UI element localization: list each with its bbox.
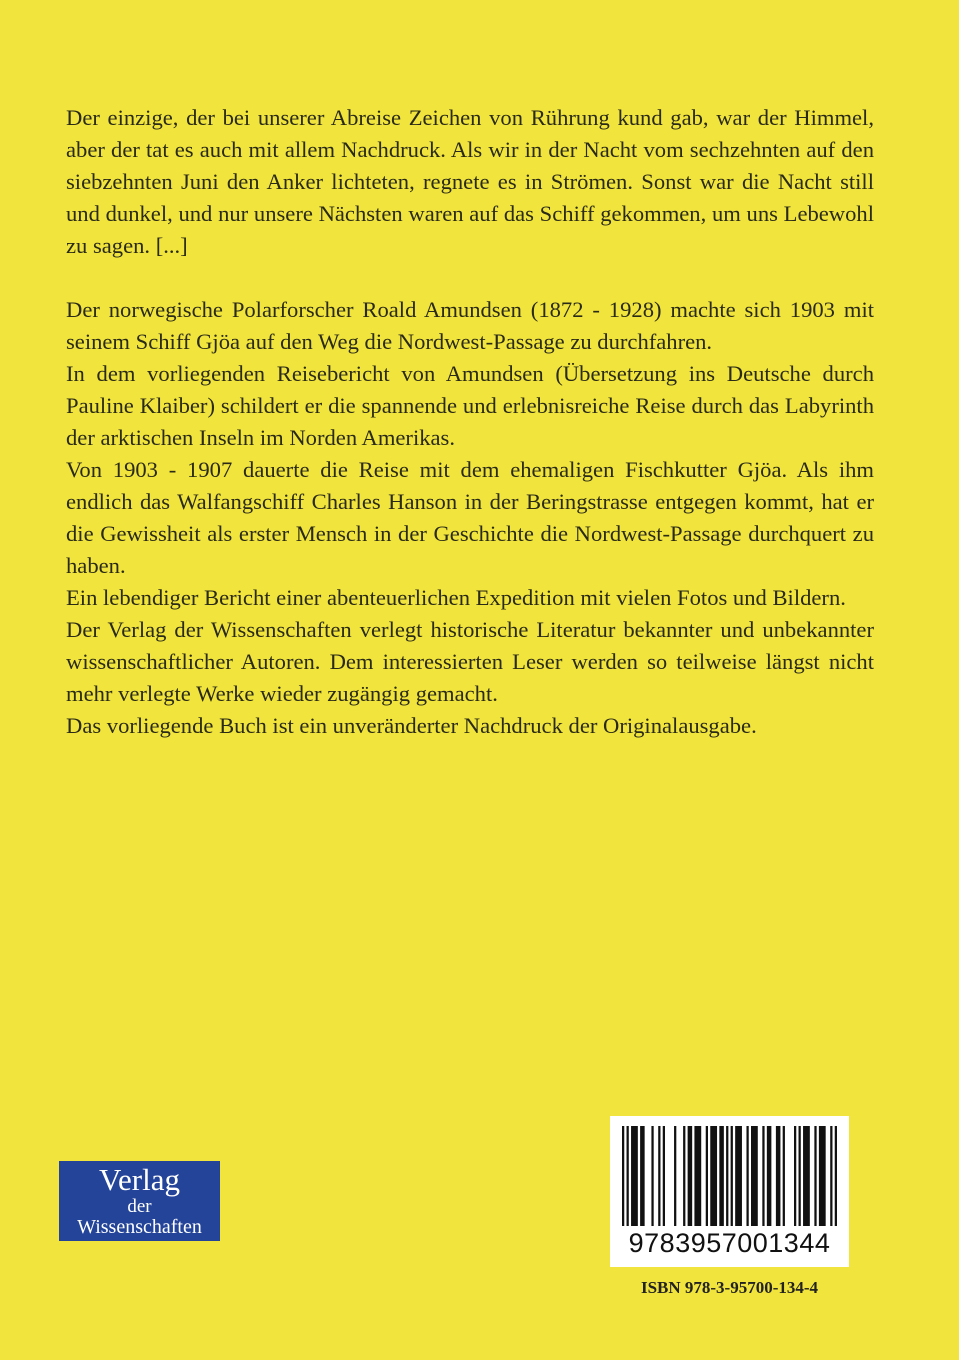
barcode-bar (631, 1126, 638, 1226)
barcode-bar (819, 1126, 826, 1226)
quote-paragraph: Der einzige, der bei unserer Abreise Zeichen von Rührung kund gab, war der Himmel, aber der tat es auch mit allem Nachdruck. Als wir in der Nacht vom sechzehnten auf den siebzehnten Juni den Anker lichteten, regnete es in Strömen. Sonst war die Nacht still und dunkel, und nur unsere Nächsten waren auf das Schiff gekommen, um uns Lebewohl zu sagen. [...] (66, 105, 874, 258)
barcode-bar (762, 1126, 764, 1226)
description-paragraph-3: Von 1903 - 1907 dauerte die Reise mit dem ehemaligen Fischkutter Gjöa. Als ihm endlich das Walfangschiff Charles Hanson in der Beringstrasse entgegen kommt, hat er die Gewissheit als erster Mensch in der Geschichte die Nordwest-Passage durchquert zu haben. (66, 457, 874, 578)
barcode (610, 1116, 849, 1267)
barcode-bar (746, 1126, 748, 1226)
description-paragraph-4: Ein lebendiger Bericht einer abenteuerlichen Expedition mit vielen Fotos und Bildern. (66, 585, 846, 610)
barcode-digits: 9783957001344 (628, 1228, 831, 1258)
barcode-bar (683, 1126, 685, 1226)
barcode-bar (688, 1126, 693, 1226)
barcode-bars (622, 1126, 837, 1226)
barcode-bar (799, 1126, 801, 1226)
description-text-block (66, 294, 874, 742)
barcode-bar (794, 1126, 796, 1226)
barcode-bar (735, 1126, 742, 1226)
barcode-bar (776, 1126, 781, 1226)
quote-text-block (66, 102, 874, 262)
barcode-bar (803, 1126, 810, 1226)
barcode-bar (830, 1126, 832, 1226)
publisher-logo-line-1: Verlag (99, 1162, 180, 1197)
description-paragraph-5: Der Verlag der Wissenschaften verlegt historische Literatur bekannter und unbekannter wissenschaftlicher Autoren. Dem interessierten Leser werden so teilweise längst nicht mehr verlegte Werke wieder zugängig gemacht. (66, 617, 874, 706)
barcode-bar (694, 1126, 701, 1226)
description-paragraph-1: Der norwegische Polarforscher Roald Amundsen (1872 - 1928) machte sich 1903 mit seinem Schiff Gjöa auf den Weg die Nordwest-Passage zu durchfahren. (66, 297, 874, 354)
barcode-bar (726, 1126, 728, 1226)
barcode-bar (710, 1126, 717, 1226)
description-paragraph-6: Das vorliegende Buch ist ein unveränderter Nachdruck der Originalausgabe. (66, 713, 757, 738)
barcode-bar (622, 1126, 624, 1226)
barcode-bar (751, 1126, 758, 1226)
publisher-logo-line-3: Wissenschaften (77, 1216, 202, 1238)
barcode-bar (783, 1126, 785, 1226)
barcode-bar (658, 1126, 660, 1226)
barcode-bar (663, 1126, 665, 1226)
barcode-bar (640, 1126, 645, 1226)
publisher-logo-line-2: der (127, 1196, 152, 1217)
barcode-bar (719, 1126, 724, 1226)
barcode-bar (814, 1126, 816, 1226)
isbn-label: ISBN 978-3-95700-134-4 (640, 1278, 819, 1297)
barcode-bar (835, 1126, 837, 1226)
barcode-bar (627, 1126, 629, 1226)
barcode-bar (651, 1126, 653, 1226)
barcode-bar (767, 1126, 772, 1226)
barcode-bar (674, 1126, 676, 1226)
publisher-logo (59, 1161, 220, 1241)
description-paragraph-2: In dem vorliegenden Reisebericht von Amundsen (Übersetzung ins Deutsche durch Pauline Klaiber) schildert er die spannende und erlebnisreiche Reise durch das Labyrinth der arktischen Inseln im Norden Amerikas. (66, 361, 874, 450)
barcode-bar (706, 1126, 708, 1226)
barcode-bar (731, 1126, 733, 1226)
